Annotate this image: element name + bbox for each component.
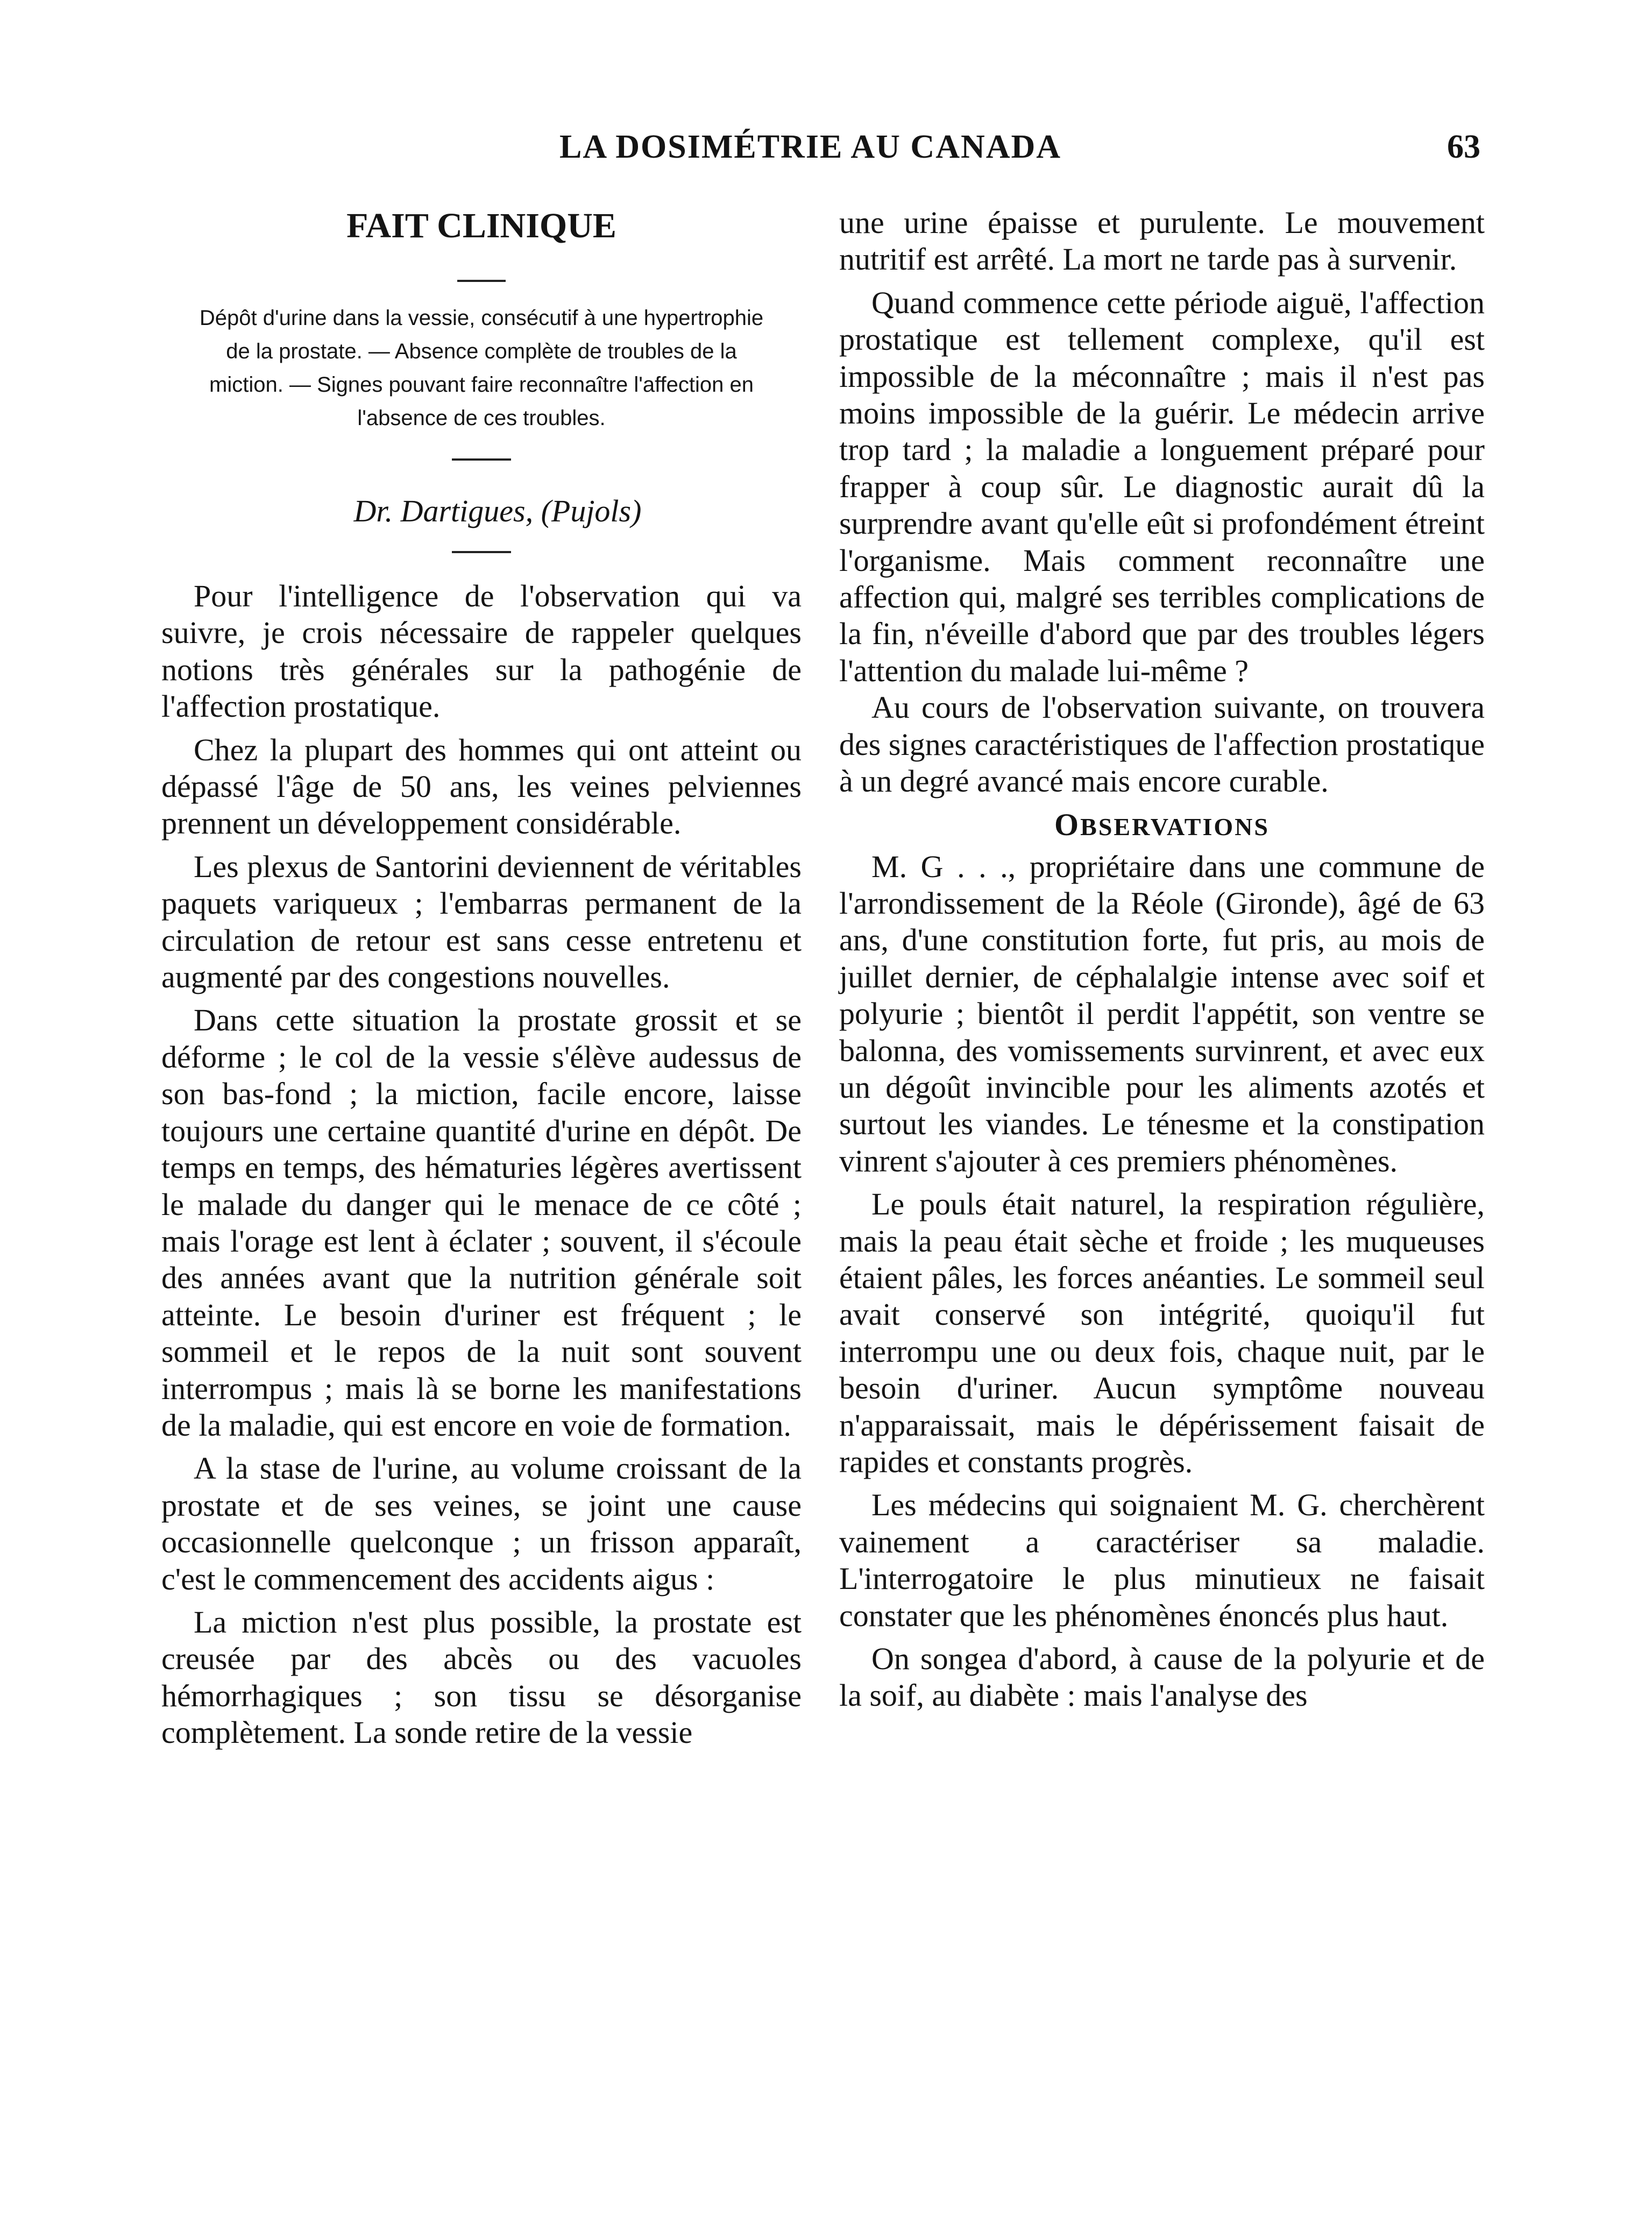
byline-rule (452, 551, 511, 553)
summary-rule (452, 458, 511, 461)
paragraph: Pour l'intelligence de l'observation qui va suivre, je crois nécessaire de rappeler quelques notions très générales sur la pathogénie de l'affection prostatique. (161, 578, 802, 724)
paragraph: A la stase de l'urine, au volume croissant de la prostate et de ses veines, se joint une cause occasionnelle quelconque ; un frisson apparaît, c'est le commencement des accidents aigus : (161, 1451, 802, 1597)
paragraph: Quand commence cette période aiguë, l'affection prostatique est tellement complexe, qu'il est impossible de la méconnaître ; mais il n'est pas moins impossible de la guérir. Le médecin arrive trop tard ; la maladie a longuement préparé pour frapper à coup sûr. Le diagnostic aurait dû la surprendre avant qu'elle eût si profondément étreint l'organisme. Mais comment reconnaître une affection qui, malgré ses terribles complications de la fin, n'éveille d'abord que par des troubles légers l'attention du malade lui-même ? (839, 285, 1485, 688)
running-head (0, 128, 1652, 176)
page-number: 63 (1447, 129, 1480, 165)
article-summary: Dépôt d'urine dans la vessie, consécutif à une hypertrophie de la prostate. — Absence complète de troubles de la miction. — Signes pouvant faire reconnaître l'affection en l'absence de ces troubles. (199, 306, 764, 430)
paragraph: Les médecins qui soignaient M. G. cherchèrent vainement a caractériser sa maladie. L'interrogatoire le plus minutieux ne faisait constater que les phénomènes énoncés plus haut. (839, 1487, 1485, 1633)
section-heading-rest: BSERVATIONS (1080, 813, 1270, 840)
running-title: LA DOSIMÉTRIE AU CANADA (559, 129, 1062, 165)
paragraph: On songea d'abord, à cause de la polyurie et de la soif, au diabète : mais l'analyse des (839, 1641, 1485, 1713)
title-rule (457, 280, 506, 282)
paragraph: Les plexus de Santorini deviennent de véritables paquets variqueux ; l'embarras permanent de la circulation de retour est sans cesse entretenu et augmenté par des congestions nouvelles. (161, 849, 802, 995)
paragraph: Chez la plupart des hommes qui ont atteint ou dépassé l'âge de 50 ans, les veines pelviennes prennent un développement considérable. (161, 732, 802, 841)
section-heading (839, 809, 1485, 843)
paragraph: Dans cette situation la prostate grossit et se déforme ; le col de la vessie s'élève audessus de son bas-fond ; la miction, facile encore, laisse toujours une certaine quantité d'urine en dépôt. De temps en temps, des hématuries légères avertissent le malade du danger qui le menace de ce côté ; mais l'orage est lent à éclater ; souvent, il s'écoule des années avant que la nutrition générale soit atteinte. Le besoin d'uriner est fréquent ; le sommeil et le repos de la nuit sont souvent interrompus ; mais là se borne les manifestations de la maladie, qui est encore en voie de formation. (161, 1002, 802, 1443)
left-column (161, 204, 802, 1751)
paragraph: Au cours de l'observation suivante, on trouvera des signes caractéristiques de l'affection prostatique à un degré avancé mais encore curable. (839, 690, 1485, 799)
right-column (839, 204, 1485, 1714)
article-title: FAIT CLINIQUE (346, 206, 616, 245)
section-heading-capital: O (1054, 807, 1081, 842)
paragraph: Le pouls était naturel, la respiration régulière, mais la peau était sèche et froide ; les muqueuses étaient pâles, les forces anéanties. Le sommeil seul avait conservé son intégrité, quoiqu'il fut interrompu une ou deux fois, chaque nuit, par le besoin d'uriner. Aucun symptôme nouveau n'apparaissait, mais le dépérissement faisait de rapides et constants progrès. (839, 1186, 1485, 1479)
byline: Dr. Dartigues, (Pujols) (353, 493, 642, 528)
paragraph: La miction n'est plus possible, la prostate est creusée par des abcès ou des vacuoles hémorrhagiques ; son tissu se désorganise complètement. La sonde retire de la vessie (161, 1604, 802, 1750)
paragraph: M. G . . ., propriétaire dans une commune de l'arrondissement de la Réole (Gironde), âgé de 63 ans, d'une constitution forte, fut pris, au mois de juillet dernier, de céphalalgie intense avec soif et polyurie ; bientôt il perdit l'appétit, son ventre se balonna, des vomissements survinrent, et avec eux un dégoût invincible pour les aliments azotés et surtout les viandes. Le ténesme et la constipation vinrent s'ajouter à ces premiers phénomènes. (839, 849, 1485, 1178)
paragraph: une urine épaisse et purulente. Le mouvement nutritif est arrêté. La mort ne tarde pas à survenir. (839, 205, 1485, 277)
